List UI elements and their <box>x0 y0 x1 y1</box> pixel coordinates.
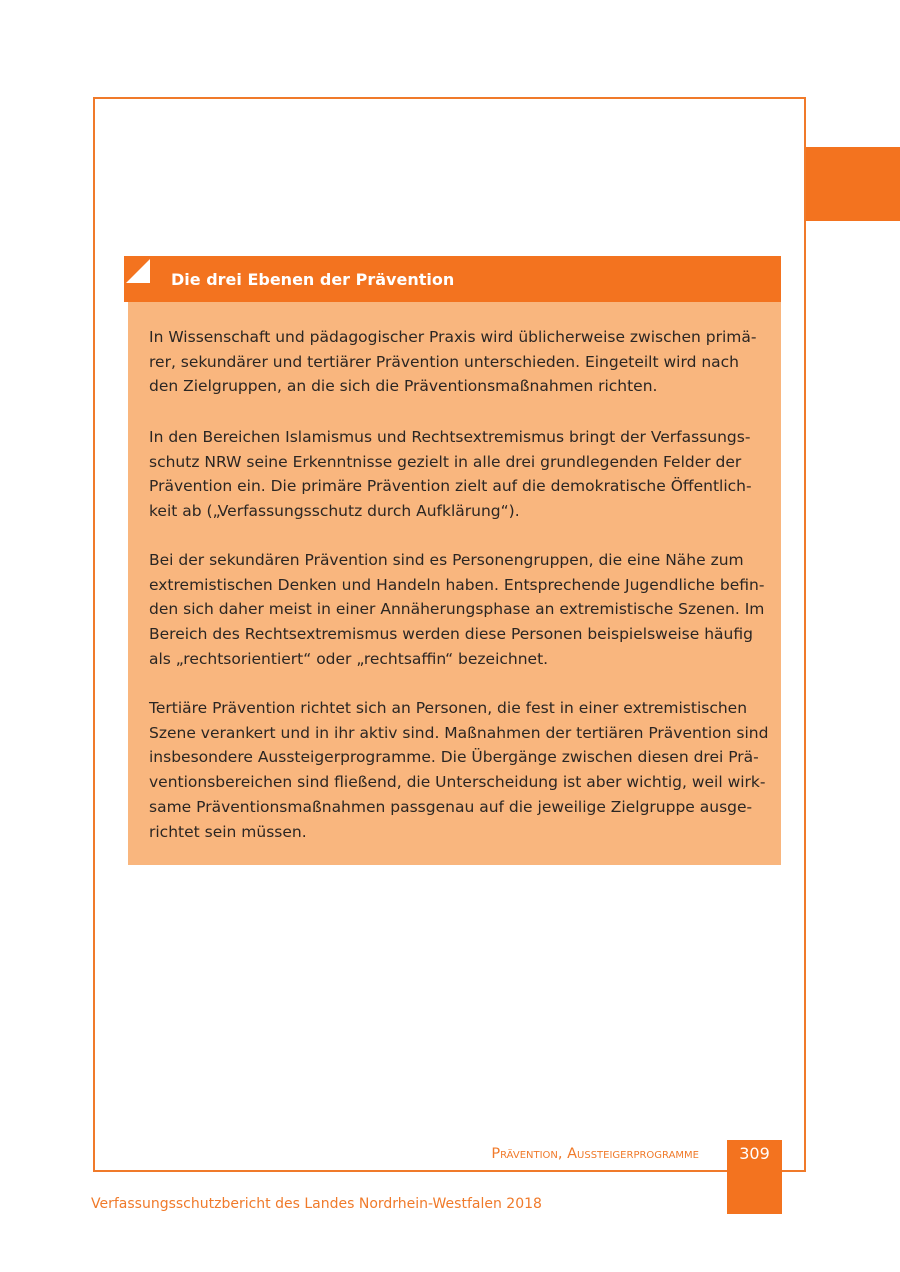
text-line: insbesondere Aussteigerprogramme. Die Übergänge zwischen diesen drei Prä- <box>149 748 759 767</box>
text-line: Szene verankert und in ihr aktiv sind. Maßnahmen der tertiären Prävention sind <box>149 723 769 742</box>
page-number: 309 <box>739 1144 770 1163</box>
text-line: same Präventionsmaßnahmen passgenau auf die jeweilige Zielgruppe ausge- <box>149 797 753 816</box>
text-line: In Wissenschaft und pädagogischer Praxis wird üblicherweise zwischen primä- <box>149 328 757 346</box>
footer-report-title: Verfassungsschutzbericht des Landes Nordrhein-Westfalen 2018 <box>91 1196 542 1212</box>
chapter-tab-marker <box>806 147 900 221</box>
text-line: extremistischen Denken und Handeln haben. Entsprechende Jugendliche befin- <box>149 575 765 594</box>
text-line: rer, sekundärer und tertiärer Prävention unterschieden. Eingeteilt wird nach <box>149 352 739 371</box>
text-line: keit ab („Verfassungsschutz durch Aufklärung“). <box>149 502 520 521</box>
text-line: den Zielgruppen, an die sich die Präventionsmaßnahmen richten. <box>149 377 658 396</box>
infobox-title: Die drei Ebenen der Prävention <box>171 270 455 289</box>
paragraph-2 <box>149 425 769 524</box>
text-line: ventionsbereichen sind fließend, die Unterscheidung ist aber wichtig, weil wirk- <box>149 773 766 792</box>
text-line: schutz NRW seine Erkenntnisse gezielt in alle drei grundlegenden Felder der <box>149 452 742 471</box>
footer-section-title: Prävention, Aussteigerprogramme <box>491 1146 699 1162</box>
text-line: Bereich des Rechtsextremismus werden diese Personen beispielsweise häufig <box>149 625 753 644</box>
text-line: Prävention ein. Die primäre Prävention zielt auf die demokratische Öffentlich- <box>149 477 752 496</box>
text-line: Tertiäre Prävention richtet sich an Personen, die fest in einer extremistischen <box>149 699 748 717</box>
text-line: den sich daher meist in einer Annäherungsphase an extremistische Szenen. Im <box>149 600 765 619</box>
text-line: In den Bereichen Islamismus und Rechtsextremismus bringt der Verfassungs- <box>149 428 751 446</box>
paragraph-4 <box>149 696 769 844</box>
text-line: richtet sein müssen. <box>149 822 307 841</box>
text-line: als „rechtsorientiert“ oder „rechtsaffin“ bezeichnet. <box>149 649 549 668</box>
paragraph-1 <box>149 325 769 399</box>
paragraph-3 <box>149 548 769 672</box>
page-corner-icon <box>126 259 150 283</box>
text-line: Bei der sekundären Prävention sind es Personengruppen, die eine Nähe zum <box>149 551 744 569</box>
